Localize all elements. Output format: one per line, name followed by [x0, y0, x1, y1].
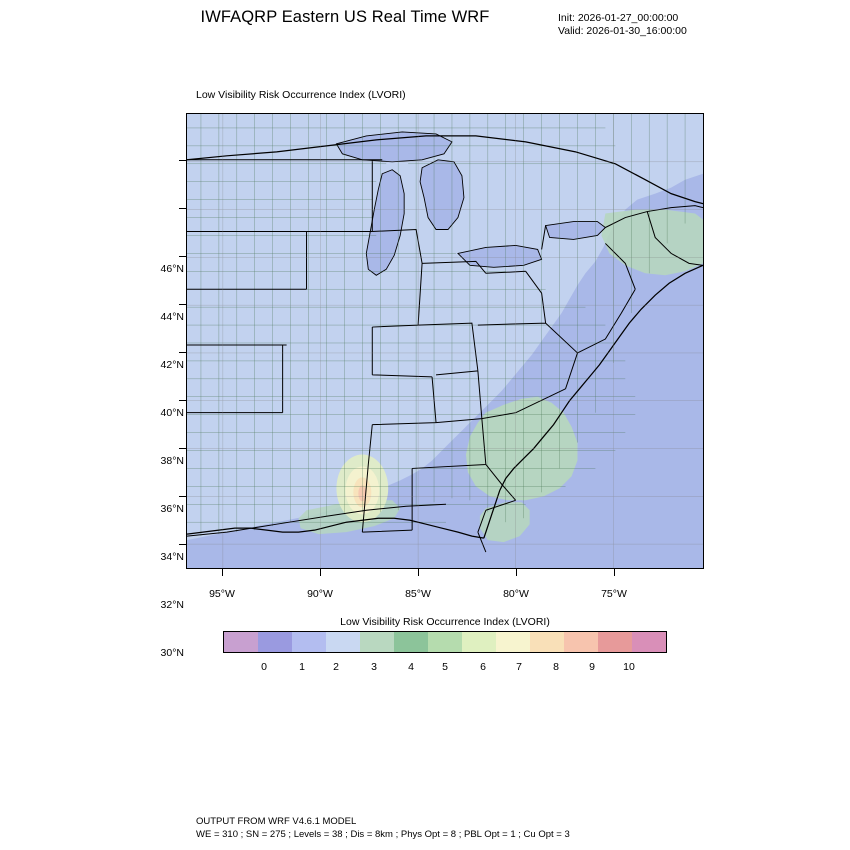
colorbar-cell-8 — [496, 632, 530, 652]
y-tickmark — [179, 544, 186, 545]
colorbar-cell-7 — [462, 632, 496, 652]
x-tickmark — [222, 569, 223, 576]
model-info — [196, 816, 570, 841]
x-tick-85W: 85°W — [405, 588, 431, 600]
y-tick-32N: 32°N — [160, 599, 184, 611]
init-time: Init: 2026-01-27_00:00:00 — [558, 12, 679, 24]
y-tick-40N: 40°N — [160, 407, 184, 419]
y-tickmark — [179, 400, 186, 401]
x-tickmark — [320, 569, 321, 576]
colorbar-tick-0: 0 — [261, 661, 267, 673]
y-tick-38N: 38°N — [160, 455, 184, 467]
y-tickmark — [179, 208, 186, 209]
x-tick-80W: 80°W — [503, 588, 529, 600]
x-axis — [186, 585, 704, 605]
y-tick-44N: 44°N — [160, 311, 184, 323]
colorbar-cell-10 — [564, 632, 598, 652]
colorbar-tick-5: 5 — [442, 661, 448, 673]
x-tickmark — [516, 569, 517, 576]
y-tick-42N: 42°N — [160, 359, 184, 371]
y-axis — [132, 113, 184, 659]
colorbar-title: Low Visibility Risk Occurrence Index (LVORI) — [340, 616, 550, 628]
colorbar-cell-0 — [224, 632, 258, 652]
run-info — [558, 12, 687, 38]
colorbar-tick-8: 8 — [553, 661, 559, 673]
x-tickmark — [614, 569, 615, 576]
colorbar-tick-9: 9 — [589, 661, 595, 673]
plot-subtitle: Low Visibility Risk Occurrence Index (LVORI) — [196, 89, 406, 101]
colorbar-tick-4: 4 — [408, 661, 414, 673]
y-tick-30N: 30°N — [160, 647, 184, 659]
y-tickmark — [179, 304, 186, 305]
x-tick-95W: 95°W — [209, 588, 235, 600]
y-tickmark — [179, 256, 186, 257]
colorbar-cell-2 — [292, 632, 326, 652]
y-tickmark — [179, 160, 186, 161]
colorbar-cell-12 — [632, 632, 666, 652]
y-tickmark — [179, 352, 186, 353]
colorbar-tick-3: 3 — [371, 661, 377, 673]
colorbar-tick-6: 6 — [480, 661, 486, 673]
colorbar-cell-4 — [360, 632, 394, 652]
colorbar-cell-9 — [530, 632, 564, 652]
colorbar-tick-7: 7 — [516, 661, 522, 673]
y-tick-46N: 46°N — [160, 263, 184, 275]
map-panel[interactable] — [186, 113, 704, 569]
colorbar[interactable] — [223, 631, 667, 653]
page-title: IWFAQRP Eastern US Real Time WRF — [200, 8, 490, 26]
colorbar-cell-6 — [428, 632, 462, 652]
x-tick-90W: 90°W — [307, 588, 333, 600]
model-info-line1: OUTPUT FROM WRF V4.6.1 MODEL — [196, 816, 357, 827]
map-canvas[interactable] — [187, 114, 703, 568]
x-tick-75W: 75°W — [601, 588, 627, 600]
colorbar-tick-labels — [223, 661, 667, 677]
colorbar-cell-5 — [394, 632, 428, 652]
colorbar-cell-11 — [598, 632, 632, 652]
colorbar-tick-1: 1 — [299, 661, 305, 673]
colorbar-cell-1 — [258, 632, 292, 652]
colorbar-tick-2: 2 — [333, 661, 339, 673]
model-info-line2: WE = 310 ; SN = 275 ; Levels = 38 ; Dis = 8km ; Phys Opt = 8 ; PBL Opt = 1 ; Cu Opt = 3 — [196, 828, 570, 840]
x-tickmark — [418, 569, 419, 576]
colorbar-cell-3 — [326, 632, 360, 652]
y-tickmark — [179, 496, 186, 497]
y-tickmark — [179, 448, 186, 449]
y-tick-34N: 34°N — [160, 551, 184, 563]
valid-time: Valid: 2026-01-30_16:00:00 — [558, 25, 687, 37]
colorbar-tick-10: 10 — [623, 661, 635, 673]
y-tick-36N: 36°N — [160, 503, 184, 515]
